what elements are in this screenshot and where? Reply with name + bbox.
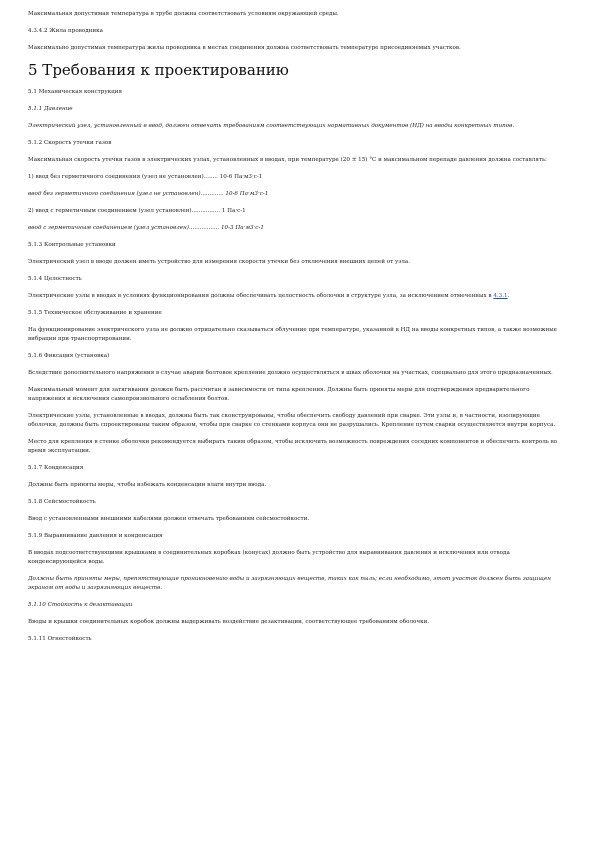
paragraph-text: ввод без герметичного соединения (узел не установлен)............. 10-6 Па·м3·с-1 (28, 191, 269, 197)
paragraph-text: Электрический узел, установленный в ввод, должен отвечать требованиям соответствующих нормативных документов (НД) на вводы конкретных типов. (28, 123, 515, 129)
paragraph-text: 2) ввод с герметичным соединением (узел установлен)................ 1 Па·с-1 (28, 208, 246, 214)
paragraph (28, 275, 568, 284)
paragraph (28, 258, 568, 267)
paragraph-text: Должны быть приняты меры, препятствующие проникновению воды и загрязняющих веществ, таких как пыль; если необходимо, этот участок должен быть защищен экраном от воды и загрязняющих веществ. (28, 576, 551, 591)
paragraph (28, 207, 568, 216)
paragraph-text: 5.1.2 Скорость утечки газов (28, 140, 112, 146)
paragraph-text: Должны быть приняты меры, чтобы избежать конденсации влаги внутри ввода. (28, 482, 267, 488)
paragraph-text: Максимальный момент для затягивания должен быть рассчитан в зависимости от типа крепления. Должны быть приняты меры для подтверждения предварительного напряжения и исключения самопроизвольного ослабления болтов. (28, 387, 530, 402)
paragraph (28, 412, 568, 430)
document-page (28, 10, 568, 652)
paragraph-text: На функционирование электрического узла не должно отрицательно сказываться облучение при температуре, указанной в НД на вводы конкретных типов, а также возможные вибрации при транспортировании. (28, 327, 557, 342)
paragraph-text: Место для крепления в стенке оболочки рекомендуется выбирать таким образом, чтобы исключить возможность повреждения соседних компонентов и обеспечить контроль во время эксплуатации. (28, 439, 558, 454)
paragraph (28, 369, 568, 378)
subsection-4-3-4-2: 4.3.4.2 Жила проводника (28, 28, 103, 34)
paragraph (28, 352, 568, 361)
paragraph (28, 224, 568, 233)
paragraph (28, 635, 568, 644)
paragraph-temp-wire: Максимально допустимая температура жилы проводника в местах соединения должна соответствовать температуре присоединяемых участков. (28, 45, 461, 51)
paragraph-text: 5.1.10 Стойкость к дезактивации (28, 602, 133, 608)
paragraph-text: 5.1.7 Конденсация (28, 465, 84, 471)
paragraph (28, 122, 568, 131)
section-heading-5: 5 Требования к проектированию (28, 61, 289, 79)
paragraph-text: 5.1.9 Выравнивание давления и конденсация (28, 533, 163, 539)
paragraph-text: 5.1.4 Целостность (28, 276, 82, 282)
paragraph (28, 309, 568, 318)
paragraph (28, 549, 568, 567)
paragraph (28, 190, 568, 199)
paragraph-text: 5.1.6 Фиксация (установка) (28, 353, 110, 359)
paragraph-temp-pipe: Максимальная допустимая температура в трубе должна соответствовать условиям окружающей среды. (28, 11, 339, 17)
paragraph-text: 5.1.11 Огнестойкость (28, 636, 92, 642)
paragraph (28, 498, 568, 507)
paragraph-tail: . (507, 293, 510, 299)
paragraph-text: 1) ввод без герметичного соединения (узел не установлен)........ 10-6 Па·м3·с-1 (28, 174, 263, 180)
paragraph (28, 464, 568, 473)
paragraph-text: Электрические узлы в вводах в условиях функционирования должны обеспечивать целостность оболочки в структуре узла, за исключением отмеченных в (28, 293, 494, 299)
paragraph (28, 532, 568, 541)
paragraph-text: 5.1.1 Давление (28, 106, 73, 112)
paragraph (28, 88, 568, 97)
reference-link[interactable]: 4.3.1 (493, 293, 508, 299)
paragraph-text: Вводы и крышки соединительных коробок должны выдерживать воздействие дезактивации, соответствующее требованиям оболочки. (28, 619, 430, 625)
section-body (28, 88, 568, 644)
paragraph-text: Электрический узел в вводе должен иметь устройство для измерения скорости утечки без отключения внешних цепей от узла. (28, 259, 410, 265)
paragraph (28, 326, 568, 344)
paragraph (28, 292, 568, 301)
paragraph-text: Ввод с установленными внешними кабелями должен отвечать требованиям сейсмостойкости. (28, 516, 310, 522)
paragraph (28, 481, 568, 490)
paragraph (28, 438, 568, 456)
paragraph (28, 156, 568, 165)
paragraph-text: 5.1.5 Техническое обслуживание и хранение (28, 310, 162, 316)
paragraph-text: 5.1.8 Сейсмостойкость (28, 499, 96, 505)
paragraph (28, 515, 568, 524)
paragraph-text: 5.1 Механическая конструкция (28, 89, 122, 95)
paragraph-text: Максимальная скорость утечки газов в электрических узлах, установленных в вводах, при температуре (20 ± 15) °С и максимальном перепаде давления должна составлять: (28, 157, 547, 163)
paragraph (28, 386, 568, 404)
paragraph-text: Вследствие дополнительного напряжения в случае аварии болтовое крепление должно осуществляться в швах оболочки на участках, специально для этого предназначенных. (28, 370, 553, 376)
paragraph (28, 241, 568, 250)
paragraph-text: ввод с герметичным соединением (узел установлен)................. 10-3 Па·м3·с-1 (28, 225, 264, 231)
paragraph (28, 601, 568, 610)
paragraph (28, 105, 568, 114)
paragraph-text: 5.1.3 Контрольные установки (28, 242, 116, 248)
paragraph-text: Электрические узлы, установленные в вводах, должны быть так сконструированы, чтобы обеспечить свободу давлений при сварке. Эти узлы и, в частности, изолирующие оболочки, должны быть спроектированы таким образом, чтобы при сварке со стенками корпуса они не разрушались. Крепление путем сварки осуществляется внутри корпуса. (28, 413, 556, 428)
paragraph (28, 618, 568, 627)
paragraph (28, 575, 568, 593)
paragraph-text: В вводах подсоответствующими крышками в соединительных коробках (конусах) должно быть устройство для выравнивания давления и исключения или отвода конденсирующейся воды. (28, 550, 510, 565)
paragraph (28, 173, 568, 182)
paragraph (28, 139, 568, 148)
